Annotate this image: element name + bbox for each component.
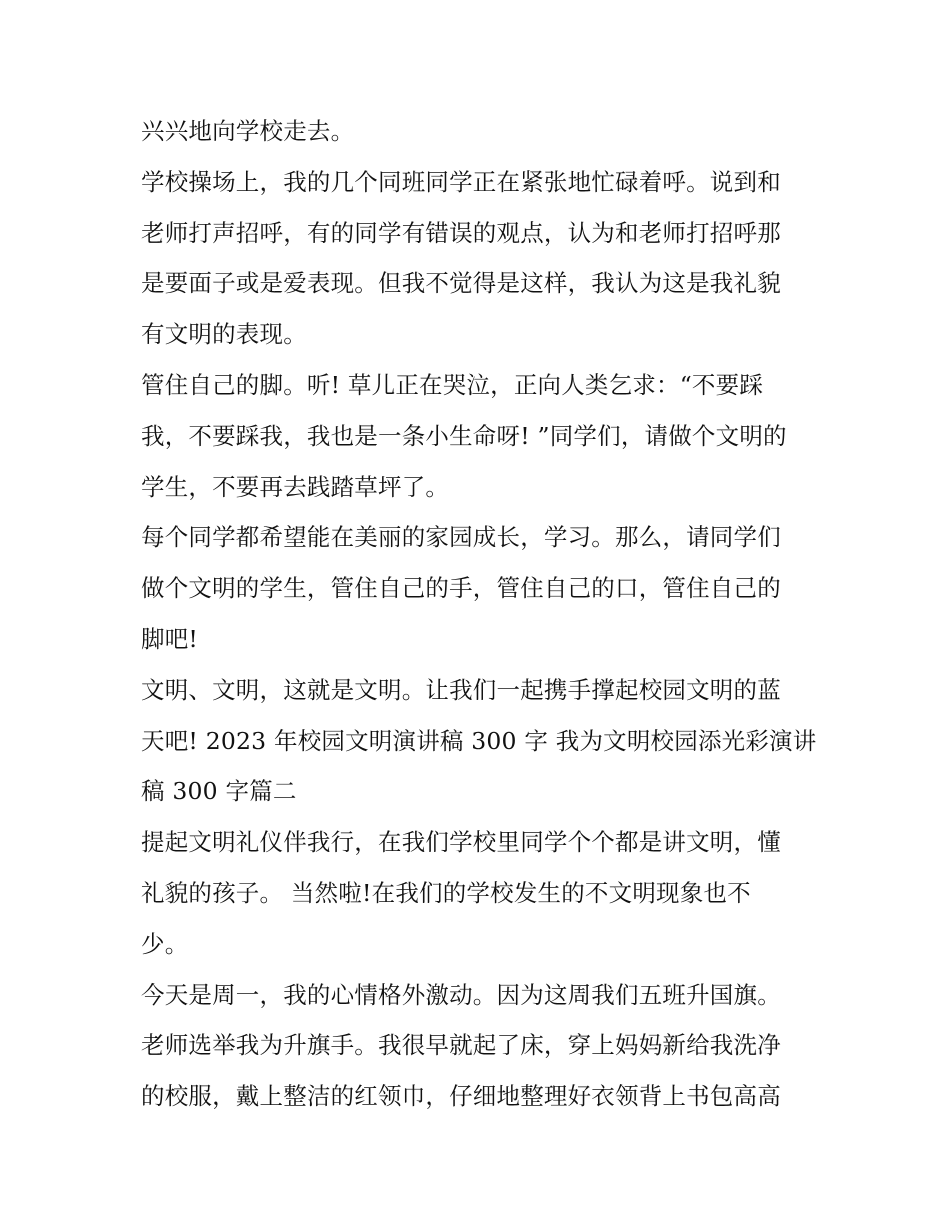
text-line: 脚吧! [141, 624, 199, 653]
text-line: 的校服，戴上整洁的红领巾，仔细地整理好衣领背上书包高高 [141, 1082, 781, 1111]
text-line: 礼貌的孩子。 当然啦!在我们的学校发生的不文明现象也不 [141, 878, 751, 907]
text-line: 兴兴地向学校走去。 [141, 117, 355, 145]
text-line: 提起文明礼仪伴我行，在我们学校里同学个个都是讲文明，懂 [141, 828, 781, 857]
text-line: 我，不要踩我，我也是一条小生命呀! ”同学们，请做个文明的 [141, 421, 787, 450]
text-line: 学校操场上，我的几个同班同学正在紧张地忙碌着呼。说到和 [141, 167, 781, 196]
document-body [141, 106, 821, 1122]
text-line: 老师打声招呼，有的同学有错误的观点，认为和老师打招呼那 [141, 218, 781, 247]
text-line: 有文明的表现。 [141, 320, 307, 349]
text-line: 老师选举我为升旗手。我很早就起了床，穿上妈妈新给我洗净 [141, 1031, 781, 1060]
text-line: 做个文明的学生，管住自己的手，管住自己的口，管住自己的 [141, 574, 781, 603]
text-line: 今天是周一，我的心情格外激动。因为这周我们五班升国旗。 [141, 980, 781, 1009]
text-line: 文明、文明，这就是文明。让我们一起携手撑起校园文明的蓝 [141, 675, 781, 704]
text-line: 稿 300 字篇二 [141, 777, 297, 806]
text-line: 是要面子或是爱表现。但我不觉得是这样，我认为这是我礼貌 [141, 269, 781, 298]
text-line: 天吧! 2023 年校园文明演讲稿 300 字 我为文明校园添光彩演讲 [141, 726, 817, 755]
text-line: 每个同学都希望能在美丽的家园成长，学习。那么，请同学们 [141, 523, 781, 552]
text-line: 学生，不要再去践踏草坪了。 [141, 472, 450, 501]
text-line: 管住自己的脚。听! 草儿正在哭泣，正向人类乞求：“不要踩 [141, 370, 764, 399]
text-line: 少。 [141, 929, 189, 958]
